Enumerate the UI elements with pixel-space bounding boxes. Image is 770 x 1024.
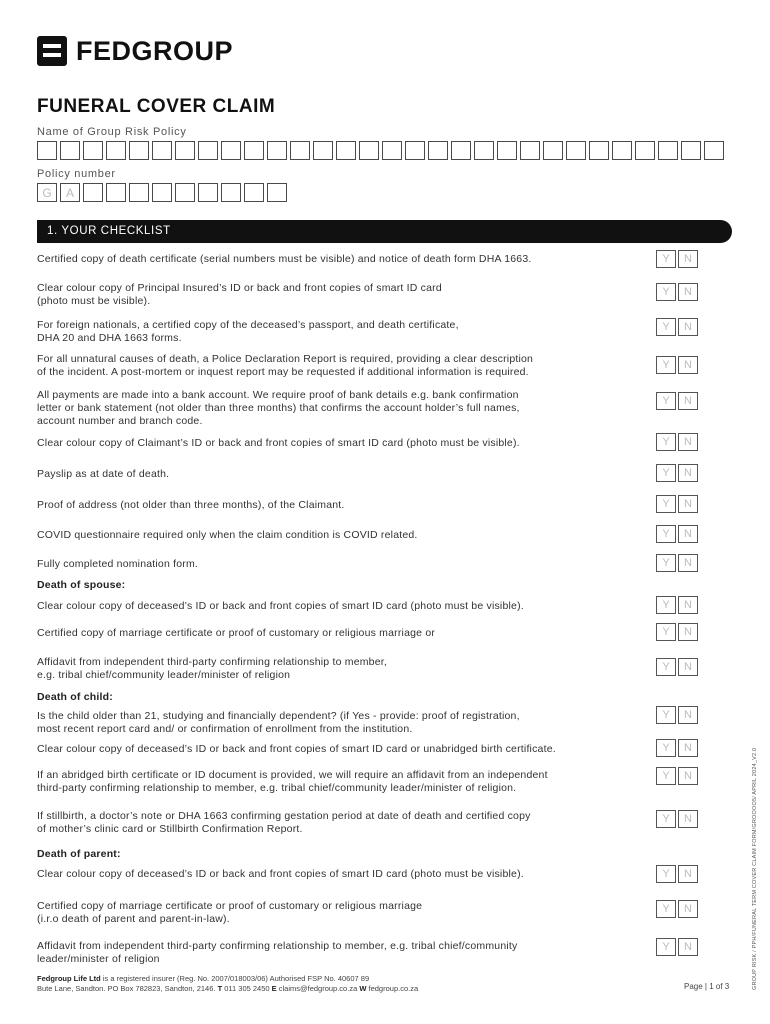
- no-checkbox[interactable]: N: [678, 250, 698, 268]
- footer-line-1: [37, 974, 418, 984]
- policy-name-char-box[interactable]: [244, 141, 264, 160]
- no-checkbox[interactable]: N: [678, 596, 698, 614]
- checklist-item: Affidavit from independent third-party confirming relationship to member, e.g. tribal chief/community leader/minister of religion: [37, 940, 518, 965]
- subheading-death-of-child: Death of child:: [37, 691, 113, 703]
- yes-no-checkbox-pair[interactable]: [656, 900, 700, 918]
- policy-number-char-box[interactable]: [175, 183, 195, 202]
- policy-name-char-box[interactable]: [198, 141, 218, 160]
- policy-name-char-box[interactable]: [704, 141, 724, 160]
- yes-no-checkbox-pair[interactable]: [656, 283, 700, 301]
- yes-checkbox[interactable]: Y: [656, 865, 676, 883]
- checklist-item: Payslip as at date of death.: [37, 468, 170, 480]
- yes-no-checkbox-pair[interactable]: [656, 865, 700, 883]
- yes-checkbox[interactable]: Y: [656, 658, 676, 676]
- footer-email: claims@fedgroup.co.za: [276, 984, 360, 993]
- checklist-item: Certified copy of marriage certificate or proof of customary or religious marriage (i.r.o death of parent and parent-in-law).: [37, 900, 423, 925]
- no-checkbox[interactable]: N: [678, 433, 698, 451]
- policy-name-input-boxes[interactable]: [37, 141, 727, 160]
- no-checkbox[interactable]: N: [678, 495, 698, 513]
- policy-name-char-box[interactable]: [37, 141, 57, 160]
- yes-checkbox[interactable]: Y: [656, 495, 676, 513]
- yes-no-checkbox-pair[interactable]: [656, 938, 700, 956]
- yes-checkbox[interactable]: Y: [656, 318, 676, 336]
- policy-name-char-box[interactable]: [658, 141, 678, 160]
- checklist-item: For all unnatural causes of death, a Police Declaration Report is required, providing a clear description of the incident. A post-mortem or inquest report may be requested if additional information is required.: [37, 353, 534, 378]
- policy-name-char-box[interactable]: [267, 141, 287, 160]
- no-checkbox[interactable]: N: [678, 900, 698, 918]
- no-checkbox[interactable]: N: [678, 525, 698, 543]
- checklist-item: If an abridged birth certificate or ID document is provided, we will require an affidavit from an independent third-party confirming relationship to member, e.g. tribal chief/community leader/minister of religion.: [37, 769, 548, 794]
- checklist-item: Is the child older than 21, studying and financially dependent? (if Yes - provide: proof of registration, most recent report card and/ or confirmation of enrollment from the institution.: [37, 710, 520, 735]
- policy-number-char-box[interactable]: [221, 183, 241, 202]
- yes-no-checkbox-pair[interactable]: [656, 433, 700, 451]
- policy-number-char-box[interactable]: [129, 183, 149, 202]
- footer-web: fedgroup.co.za: [366, 984, 419, 993]
- no-checkbox[interactable]: N: [678, 865, 698, 883]
- no-checkbox[interactable]: N: [678, 623, 698, 641]
- no-checkbox[interactable]: N: [678, 392, 698, 410]
- policy-name-char-box[interactable]: [60, 141, 80, 160]
- policy-name-char-box[interactable]: [543, 141, 563, 160]
- policy-name-char-box[interactable]: [451, 141, 471, 160]
- checklist-item: Certified copy of marriage certificate or proof of customary or religious marriage or: [37, 627, 436, 639]
- no-checkbox[interactable]: N: [678, 739, 698, 757]
- form-reference: GROUP RISK / PPH/FUNERAL TERM COVER CLAIM FORM/GROOOO5/ APRIL 2024_V2.0: [752, 747, 758, 990]
- yes-checkbox[interactable]: Y: [656, 810, 676, 828]
- yes-no-checkbox-pair[interactable]: [656, 706, 700, 724]
- no-checkbox[interactable]: N: [678, 767, 698, 785]
- policy-name-char-box[interactable]: [520, 141, 540, 160]
- no-checkbox[interactable]: N: [678, 356, 698, 374]
- policy-name-char-box[interactable]: [497, 141, 517, 160]
- checklist-item: All payments are made into a bank account. We require proof of bank details e.g. bank confirmation letter or bank statement (not older than three months) that confirms the account holder’s full names, account number and branch code.: [37, 389, 520, 427]
- no-checkbox[interactable]: N: [678, 283, 698, 301]
- policy-number-char-box[interactable]: [198, 183, 218, 202]
- yes-checkbox[interactable]: Y: [656, 623, 676, 641]
- yes-checkbox[interactable]: Y: [656, 938, 676, 956]
- yes-no-checkbox-pair[interactable]: [656, 464, 700, 482]
- footer: [37, 974, 418, 994]
- no-checkbox[interactable]: N: [678, 810, 698, 828]
- yes-checkbox[interactable]: Y: [656, 706, 676, 724]
- yes-checkbox[interactable]: Y: [656, 433, 676, 451]
- yes-no-checkbox-pair[interactable]: [656, 356, 700, 374]
- policy-number-char-box[interactable]: [244, 183, 264, 202]
- policy-number-char-box[interactable]: A: [60, 183, 80, 202]
- yes-checkbox[interactable]: Y: [656, 392, 676, 410]
- yes-no-checkbox-pair[interactable]: [656, 495, 700, 513]
- policy-name-char-box[interactable]: [336, 141, 356, 160]
- footer-company: Fedgroup Life Ltd: [37, 974, 101, 983]
- footer-web-label: W: [359, 984, 367, 993]
- checklist-item: If stillbirth, a doctor’s note or DHA 1663 confirming gestation period at date of death and certified copy of mother’s clinic card or Stillbirth Confirmation Report.: [37, 810, 531, 835]
- checklist-item: For foreign nationals, a certified copy of the deceased’s passport, and death certificate, DHA 20 and DHA 1663 forms.: [37, 319, 459, 344]
- policy-number-input-boxes[interactable]: [37, 183, 290, 202]
- yes-no-checkbox-pair[interactable]: [656, 392, 700, 410]
- yes-no-checkbox-pair[interactable]: [656, 739, 700, 757]
- checklist-item: Certified copy of death certificate (serial numbers must be visible) and notice of death form DHA 1663.: [37, 253, 532, 265]
- yes-no-checkbox-pair[interactable]: [656, 318, 700, 336]
- yes-no-checkbox-pair[interactable]: [656, 250, 700, 268]
- yes-checkbox[interactable]: Y: [656, 900, 676, 918]
- policy-name-char-box[interactable]: [129, 141, 149, 160]
- policy-name-char-box[interactable]: [313, 141, 333, 160]
- policy-name-char-box[interactable]: [152, 141, 172, 160]
- yes-checkbox[interactable]: Y: [656, 596, 676, 614]
- checklist-item: Clear colour copy of deceased’s ID or back and front copies of smart ID card (photo must be visible).: [37, 600, 524, 612]
- policy-number-char-box[interactable]: [106, 183, 126, 202]
- no-checkbox[interactable]: N: [678, 464, 698, 482]
- brand-name: FEDGROUP: [76, 36, 234, 66]
- policy-name-char-box[interactable]: [428, 141, 448, 160]
- footer-line-2: [37, 984, 418, 994]
- checklist-item: Affidavit from independent third-party confirming relationship to member, e.g. tribal chief/community leader/minister of religion: [37, 656, 387, 681]
- checklist-item: Clear colour copy of deceased’s ID or back and front copies of smart ID card or unabridged birth certificate.: [37, 743, 556, 755]
- policy-name-char-box[interactable]: [566, 141, 586, 160]
- yes-checkbox[interactable]: Y: [656, 464, 676, 482]
- yes-checkbox[interactable]: Y: [656, 525, 676, 543]
- checklist-item: COVID questionnaire required only when the claim condition is COVID related.: [37, 529, 418, 541]
- form-title: FUNERAL COVER CLAIM: [37, 96, 276, 117]
- yes-checkbox[interactable]: Y: [656, 250, 676, 268]
- footer-email-label: E: [271, 984, 277, 993]
- policy-number-char-box[interactable]: [267, 183, 287, 202]
- yes-no-checkbox-pair[interactable]: [656, 767, 700, 785]
- no-checkbox[interactable]: N: [678, 318, 698, 336]
- footer-registration: is a registered insurer (Reg. No. 2007/018003/06) Authorised FSP No. 40607 89: [100, 974, 370, 983]
- yes-no-checkbox-pair[interactable]: [656, 623, 700, 641]
- policy-name-char-box[interactable]: [612, 141, 632, 160]
- yes-no-checkbox-pair[interactable]: [656, 596, 700, 614]
- policy-number-char-box[interactable]: G: [37, 183, 57, 202]
- checklist-item: Fully completed nomination form.: [37, 558, 199, 570]
- yes-checkbox[interactable]: Y: [656, 283, 676, 301]
- policy-name-char-box[interactable]: [681, 141, 701, 160]
- policy-name-char-box[interactable]: [83, 141, 103, 160]
- subheading-death-of-spouse: Death of spouse:: [37, 579, 126, 591]
- checklist-heading: 1. YOUR CHECKLIST: [37, 220, 732, 243]
- policy-name-char-box[interactable]: [290, 141, 310, 160]
- no-checkbox[interactable]: N: [678, 706, 698, 724]
- checklist-item: Clear colour copy of deceased’s ID or back and front copies of smart ID card (photo must be visible).: [37, 868, 524, 880]
- fedgroup-logo-icon: [37, 36, 67, 66]
- footer-tel: 011 305 2450: [222, 984, 272, 993]
- policy-name-label: Name of Group Risk Policy: [37, 126, 187, 138]
- policy-name-char-box[interactable]: [589, 141, 609, 160]
- footer-tel-label: T: [217, 984, 223, 993]
- yes-no-checkbox-pair[interactable]: [656, 810, 700, 828]
- policy-name-char-box[interactable]: [106, 141, 126, 160]
- policy-name-char-box[interactable]: [221, 141, 241, 160]
- policy-number-label: Policy number: [37, 168, 116, 180]
- checklist-item: Proof of address (not older than three months), of the Claimant.: [37, 499, 345, 511]
- footer-address: Bute Lane, Sandton. PO Box 782823, Sandton, 2146.: [37, 984, 218, 993]
- yes-no-checkbox-pair[interactable]: [656, 658, 700, 676]
- policy-name-char-box[interactable]: [175, 141, 195, 160]
- policy-number-char-box[interactable]: [152, 183, 172, 202]
- yes-checkbox[interactable]: Y: [656, 739, 676, 757]
- policy-number-char-box[interactable]: [83, 183, 103, 202]
- subheading-death-of-parent: Death of parent:: [37, 848, 121, 860]
- yes-no-checkbox-pair[interactable]: [656, 554, 700, 572]
- policy-name-char-box[interactable]: [474, 141, 494, 160]
- policy-name-char-box[interactable]: [635, 141, 655, 160]
- yes-checkbox[interactable]: Y: [656, 356, 676, 374]
- policy-name-char-box[interactable]: [382, 141, 402, 160]
- no-checkbox[interactable]: N: [678, 938, 698, 956]
- no-checkbox[interactable]: N: [678, 658, 698, 676]
- yes-checkbox[interactable]: Y: [656, 554, 676, 572]
- yes-checkbox[interactable]: Y: [656, 767, 676, 785]
- yes-no-checkbox-pair[interactable]: [656, 525, 700, 543]
- page-number: Page | 1 of 3: [684, 982, 730, 991]
- policy-name-char-box[interactable]: [359, 141, 379, 160]
- fedgroup-logo: [37, 36, 233, 66]
- checklist-item: Clear colour copy of Claimant’s ID or back and front copies of smart ID card (photo must be visible).: [37, 437, 520, 449]
- checklist-item: Clear colour copy of Principal Insured’s ID or back and front copies of smart ID card (photo must be visible).: [37, 282, 442, 307]
- policy-name-char-box[interactable]: [405, 141, 425, 160]
- no-checkbox[interactable]: N: [678, 554, 698, 572]
